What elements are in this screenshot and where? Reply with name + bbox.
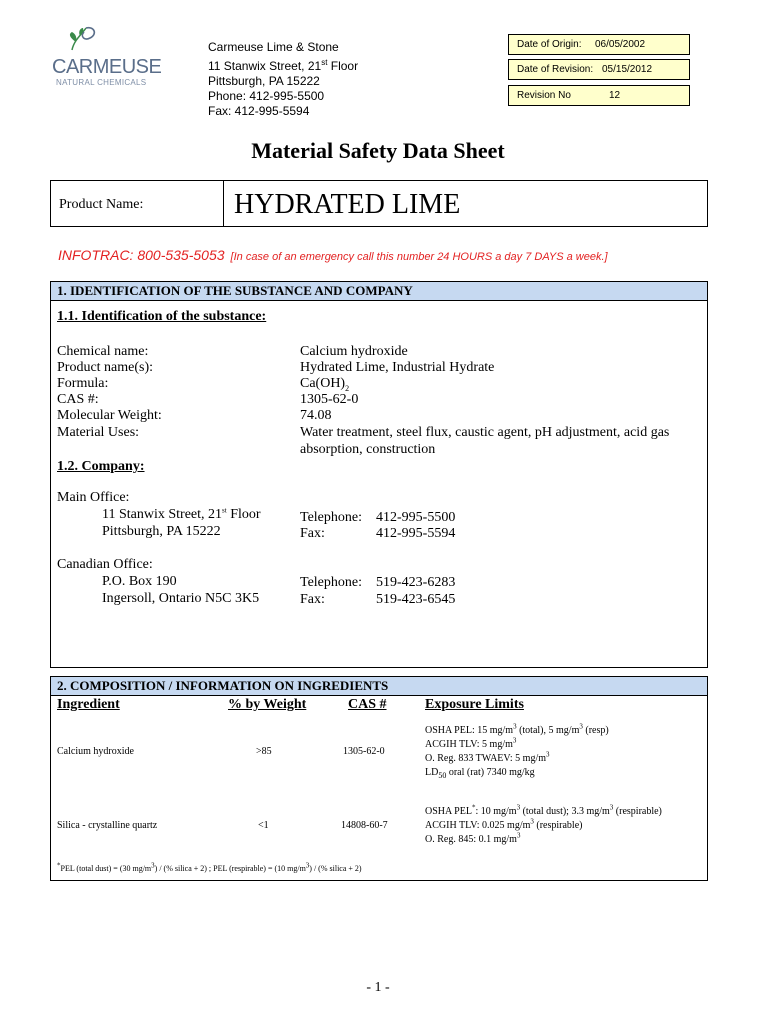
logo-tagline: NATURAL CHEMICALS bbox=[56, 78, 147, 87]
date-of-origin-label: Date of Origin: bbox=[517, 39, 582, 50]
canadian-office-city: Ingersoll, Ontario N5C 3K5 bbox=[102, 591, 260, 606]
infotrac-note: [In case of an emergency call this number 24 HOURS a day 7 DAYS a week.] bbox=[230, 251, 608, 263]
product-name-box bbox=[50, 180, 708, 227]
chemical-name-label: Chemical name: bbox=[57, 344, 149, 359]
revision-number-label: Revision No bbox=[517, 90, 571, 101]
canadian-office-telephone-label: Telephone: bbox=[300, 575, 362, 590]
section-1-heading: 1. IDENTIFICATION OF THE SUBSTANCE AND COMPANY bbox=[51, 282, 707, 301]
main-office-telephone-label: Telephone: bbox=[300, 510, 362, 525]
product-name-label: Product Name: bbox=[59, 197, 144, 212]
page-number: - 1 - bbox=[366, 980, 390, 995]
date-of-revision-label: Date of Revision: bbox=[517, 64, 594, 75]
revision-number-value: 12 bbox=[609, 90, 621, 101]
date-of-revision-box bbox=[508, 59, 690, 80]
section-1 bbox=[50, 281, 708, 668]
table-row-2-ingredient: Silica - crystalline quartz bbox=[57, 820, 158, 831]
table-row-2-weight: <1 bbox=[258, 820, 269, 831]
table-row-1-limit-ld50: $LD_{50}$ oral (rat) 7340 mg/kg bbox=[425, 767, 535, 780]
table-row-1-limit-oreg: O. Reg. 833 TWAEV: 5 $mg/m^3$ bbox=[425, 750, 550, 764]
material-uses-label: Material Uses: bbox=[57, 425, 140, 440]
canadian-office-telephone-value: 519-423-6283 bbox=[376, 575, 456, 590]
cas-label: CAS #: bbox=[57, 392, 99, 407]
table-row-1-limit-acgih: ACGIH TLV: 5 $mg/m^3$ bbox=[425, 736, 517, 750]
table-row-2-limit-acgih: ACGIH TLV: 0.025 $mg/m^3$ (respirable) bbox=[425, 817, 583, 831]
canadian-office-box: P.O. Box 190 bbox=[102, 574, 177, 589]
col-header-ingredient: Ingredient bbox=[57, 697, 120, 712]
col-header-weight: % by Weight bbox=[228, 697, 307, 712]
company-fax: Fax: 412-995-5594 bbox=[208, 104, 310, 118]
canadian-office-label: Canadian Office: bbox=[57, 557, 153, 572]
col-header-cas: CAS # bbox=[348, 697, 387, 712]
carmeuse-logo bbox=[52, 24, 162, 94]
material-uses-value-line2: absorption, construction bbox=[300, 442, 436, 457]
main-office-fax-label: Fax: bbox=[300, 526, 325, 541]
section-2-heading: 2. COMPOSITION / INFORMATION ON INGREDIENTS bbox=[51, 677, 707, 696]
section-1-2-heading: 1.2. Company: bbox=[57, 459, 145, 474]
product-names-label: Product name(s): bbox=[57, 360, 154, 375]
product-box-divider bbox=[223, 181, 224, 226]
document-title: Material Safety Data Sheet bbox=[251, 138, 505, 163]
company-name: Carmeuse Lime & Stone bbox=[208, 40, 339, 54]
product-name-value: HYDRATED LIME bbox=[234, 189, 461, 220]
date-of-origin-box bbox=[508, 34, 690, 55]
pel-footnote: *PEL (total dust) = (30 $mg/m^3$) / (% silica + 2) ; PEL (respirable) = (10 $mg/m^3$) / (% silica + 2) bbox=[57, 861, 362, 873]
canadian-office-fax-value: 519-423-6545 bbox=[376, 592, 456, 607]
main-office-fax-value: 412-995-5594 bbox=[376, 526, 456, 541]
main-office-city: Pittsburgh, PA 15222 bbox=[102, 524, 221, 539]
table-row-1-limit-osha: OSHA PEL: 15 $mg/m^3$ (total), 5 $mg/m^3$ (resp) bbox=[425, 722, 609, 736]
company-city: Pittsburgh, PA 15222 bbox=[208, 74, 320, 88]
formula-label: Formula: bbox=[57, 376, 109, 391]
emergency-contact bbox=[58, 247, 608, 265]
date-of-revision-value: 05/15/2012 bbox=[602, 64, 653, 75]
section-1-1-heading: 1.1. Identification of the substance: bbox=[57, 309, 267, 324]
table-row-2-cas: 14808-60-7 bbox=[341, 820, 388, 831]
product-names-value: Hydrated Lime, Industrial Hydrate bbox=[300, 360, 495, 375]
table-row-1-cas: 1305-62-0 bbox=[343, 746, 385, 757]
col-header-exposure-limits: Exposure Limits bbox=[425, 697, 524, 712]
company-address bbox=[208, 40, 358, 119]
molecular-weight-value: 74.08 bbox=[300, 408, 332, 423]
revision-number-box bbox=[508, 85, 690, 106]
logo-wordmark: CARMEUSE bbox=[52, 56, 162, 78]
date-of-origin-value: 06/05/2002 bbox=[595, 39, 646, 50]
main-office-telephone-value: 412-995-5500 bbox=[376, 510, 456, 525]
leaf-swirl-icon bbox=[64, 24, 104, 54]
table-row-1-weight: >85 bbox=[256, 746, 272, 757]
main-office-label: Main Office: bbox=[57, 490, 130, 505]
main-office-street: 11 Stanwix Street, 21st Floor bbox=[102, 506, 261, 522]
chemical-name-value: Calcium hydroxide bbox=[300, 344, 408, 359]
formula-value: $Ca(OH)_2$ bbox=[300, 376, 350, 393]
company-phone: Phone: 412-995-5500 bbox=[208, 89, 325, 103]
molecular-weight-label: Molecular Weight: bbox=[57, 408, 162, 423]
material-uses-value-line1: Water treatment, steel flux, caustic agent, pH adjustment, acid gas bbox=[300, 425, 670, 440]
table-row-2-limit-oreg: O. Reg. 845: 0.1 $mg/m^3$ bbox=[425, 831, 521, 845]
canadian-office-fax-label: Fax: bbox=[300, 592, 325, 607]
company-street: 11 Stanwix Street, 21st Floor bbox=[208, 58, 359, 73]
table-row-2-limit-osha: OSHA PEL*: 10 $mg/m^3$ (total dust); 3.3 $mg/m^3$ (respirable) bbox=[425, 803, 662, 817]
cas-value: 1305-62-0 bbox=[300, 392, 359, 407]
table-row-1-ingredient: Calcium hydroxide bbox=[57, 746, 134, 757]
infotrac-number: INFOTRAC: 800-535-5053 bbox=[58, 247, 225, 263]
